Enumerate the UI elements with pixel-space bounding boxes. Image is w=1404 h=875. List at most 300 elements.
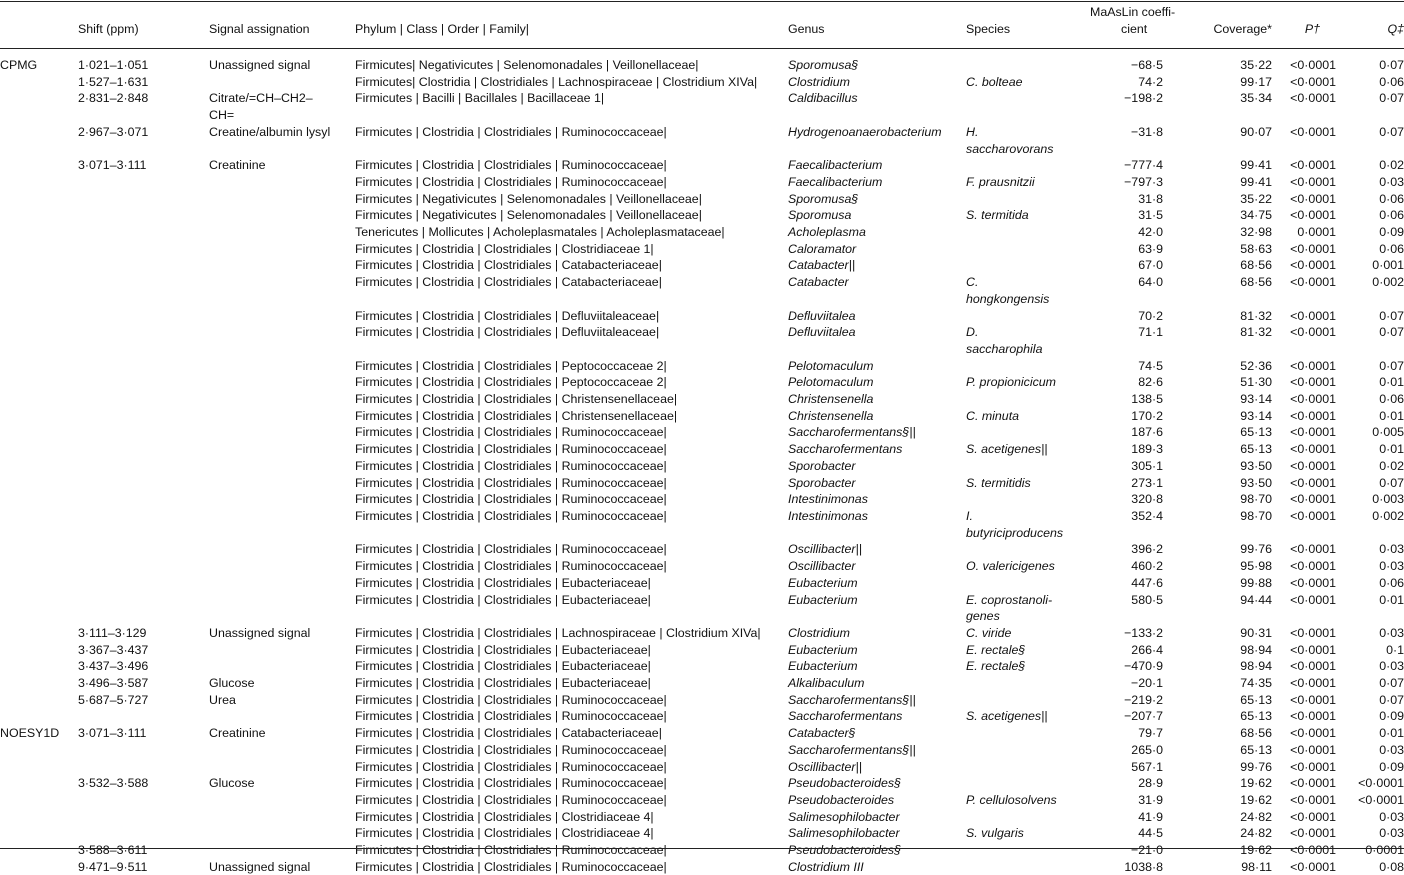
shift-cell	[78, 742, 209, 759]
coefficient-cell: 396·2	[1131, 542, 1163, 557]
species-cell: E. coprostanoli-genes	[966, 592, 1053, 624]
taxonomy-cell: Firmicutes | Clostridia | Clostridiales | Ruminococcaceae|	[355, 776, 667, 791]
coverage-cell: 32·98	[1240, 225, 1272, 240]
p-value-cell: <0·0001	[1290, 692, 1336, 707]
signal-cell	[209, 374, 355, 391]
method-cell	[0, 224, 78, 241]
coefficient-cell: −777·4	[1124, 158, 1163, 173]
genus-cell: Faecalibacterium	[788, 174, 883, 189]
coefficient-cell: 64·0	[1138, 275, 1163, 290]
shift-cell	[78, 491, 209, 508]
p-value-cell: 0·0001	[1297, 225, 1336, 240]
table-row	[0, 74, 1404, 91]
q-value-cell: 0·002	[1372, 508, 1404, 523]
table-row	[0, 157, 1404, 174]
coverage-cell: 93·50	[1240, 475, 1272, 490]
signal-cell	[209, 825, 355, 842]
shift-cell	[78, 391, 209, 408]
species-cell	[966, 742, 1086, 759]
coverage-cell: 65·13	[1240, 425, 1272, 440]
p-value-cell: <0·0001	[1290, 759, 1336, 774]
genus-cell: Pseudobacteroides	[788, 792, 895, 807]
shift-cell	[78, 575, 209, 592]
shift-cell	[78, 708, 209, 725]
signal-cell	[209, 541, 355, 558]
coefficient-cell: 31·9	[1138, 792, 1163, 807]
taxonomy-cell: Firmicutes | Clostridia | Clostridiales | Eubacteriaceae|	[355, 659, 651, 674]
q-value-cell: 0·03	[1379, 542, 1404, 557]
table-row	[0, 792, 1404, 809]
genus-cell: Pelotomaculum	[788, 375, 874, 390]
p-value-cell: <0·0001	[1290, 124, 1336, 139]
coverage-cell: 65·13	[1240, 442, 1272, 457]
species-cell	[966, 809, 1086, 826]
table-row	[0, 57, 1404, 74]
taxonomy-cell: Firmicutes | Clostridia | Clostridiales | Christensenellaceae|	[355, 392, 678, 407]
q-value-cell: 0·08	[1379, 859, 1404, 874]
p-value-cell: <0·0001	[1290, 275, 1336, 290]
p-value-cell: <0·0001	[1290, 492, 1336, 507]
signal-cell	[209, 408, 355, 425]
taxonomy-cell: Firmicutes | Bacilli | Bacillales | Bacillaceae 1|	[355, 91, 605, 106]
taxonomy-cell: Firmicutes | Clostridia | Clostridiales | Ruminococcaceae|	[355, 542, 667, 557]
taxonomy-cell: Firmicutes | Clostridia | Clostridiales | Eubacteriaceae|	[355, 592, 651, 607]
coefficient-cell: −31·8	[1130, 124, 1163, 139]
p-value-cell: <0·0001	[1290, 158, 1336, 173]
p-value-cell: <0·0001	[1290, 408, 1336, 423]
coefficient-cell: −797·3	[1124, 174, 1163, 189]
table-row	[0, 224, 1404, 241]
genus-cell: Sporomusa§	[788, 58, 859, 72]
coverage-cell: 90·31	[1240, 625, 1272, 640]
q-value-cell: 0·09	[1379, 759, 1404, 774]
signal-cell: Glucose	[209, 676, 255, 691]
signal-cell: Urea	[209, 692, 236, 707]
genus-cell: Catabacter§	[788, 726, 856, 741]
coefficient-cell: −21·0	[1130, 843, 1163, 858]
method-cell	[0, 391, 78, 408]
taxonomy-cell: Firmicutes | Clostridia | Clostridiales | Clostridiaceae 4|	[355, 809, 654, 824]
p-value-cell: <0·0001	[1290, 174, 1336, 189]
shift-cell	[78, 508, 209, 541]
genus-cell: Saccharofermentans	[788, 709, 903, 724]
method-cell	[0, 274, 78, 307]
shift-cell	[78, 374, 209, 391]
shift-cell: 3·111–3·129	[78, 625, 147, 640]
genus-cell: Sporomusa	[788, 208, 852, 223]
p-value-cell: <0·0001	[1290, 508, 1336, 523]
p-value-cell: <0·0001	[1290, 843, 1336, 858]
p-value-cell: <0·0001	[1290, 375, 1336, 390]
signal-cell	[209, 191, 355, 208]
table-row	[0, 625, 1404, 642]
top-rule	[0, 1, 1404, 2]
method-cell	[0, 257, 78, 274]
coefficient-cell: 352·4	[1131, 508, 1163, 523]
method-cell	[0, 859, 78, 875]
shift-cell	[78, 792, 209, 809]
p-value-cell: <0·0001	[1290, 442, 1336, 457]
q-value-cell: 0·03	[1379, 659, 1404, 674]
shift-cell: 3·437–3·496	[78, 659, 149, 674]
coverage-cell: 19·62	[1240, 776, 1272, 791]
taxonomy-cell: Firmicutes | Clostridia | Clostridiales | Ruminococcaceae|	[355, 709, 667, 724]
coverage-cell: 93·14	[1240, 392, 1272, 407]
table-row	[0, 575, 1404, 592]
coefficient-cell: 31·8	[1138, 191, 1163, 206]
q-value-cell: 0·0001	[1365, 843, 1404, 858]
p-value-cell: <0·0001	[1290, 575, 1336, 590]
coverage-cell: 24·82	[1240, 826, 1272, 841]
taxonomy-cell: Firmicutes | Clostridia | Clostridiales | Eubacteriaceae|	[355, 676, 651, 691]
genus-cell: Saccharofermentans	[788, 442, 903, 457]
genus-cell: Christensenella	[788, 392, 874, 407]
shift-cell	[78, 241, 209, 258]
coverage-cell: 51·30	[1240, 375, 1272, 390]
p-value-cell: <0·0001	[1290, 258, 1336, 273]
coverage-cell: 98·70	[1240, 508, 1272, 523]
q-value-cell: 0·001	[1372, 258, 1404, 273]
header-rule	[0, 48, 1404, 49]
q-value-cell: 0·07	[1379, 676, 1404, 691]
genus-cell: Pelotomaculum	[788, 358, 874, 373]
coefficient-cell: 41·9	[1138, 809, 1163, 824]
genus-cell: Christensenella	[788, 408, 874, 423]
method-cell	[0, 408, 78, 425]
shift-cell: 1·527–1·631	[78, 74, 149, 89]
q-value-cell: 0·005	[1372, 425, 1404, 440]
genus-cell: Pseudobacteroides§	[788, 843, 901, 858]
table-body	[0, 57, 1404, 875]
signal-cell	[209, 742, 355, 759]
taxonomy-cell: Firmicutes | Clostridia | Clostridiales | Clostridiaceae 1|	[355, 241, 654, 256]
signal-cell	[209, 441, 355, 458]
coverage-cell: 35·22	[1240, 191, 1272, 206]
shift-cell	[78, 475, 209, 492]
shift-cell: 3·532–3·588	[78, 776, 149, 791]
q-value-cell: 0·06	[1379, 208, 1404, 223]
signal-cell	[209, 257, 355, 274]
method-cell	[0, 491, 78, 508]
q-value-cell: 0·02	[1379, 458, 1404, 473]
table-row	[0, 825, 1404, 842]
taxonomy-cell: Firmicutes | Clostridia | Clostridiales | Ruminococcaceae|	[355, 475, 667, 490]
signal-cell	[209, 174, 355, 191]
species-cell	[966, 541, 1086, 558]
q-value-cell: 0·03	[1379, 809, 1404, 824]
species-cell	[966, 257, 1086, 274]
taxonomy-cell: Tenericutes | Mollicutes | Acholeplasmatales | Acholeplasmataceae|	[355, 225, 725, 240]
signal-cell	[209, 508, 355, 541]
species-cell	[966, 157, 1086, 174]
genus-cell: Salimesophilobacter	[788, 809, 900, 824]
q-value-cell: 0·09	[1379, 225, 1404, 240]
taxonomy-cell: Firmicutes | Clostridia | Clostridiales | Ruminococcaceae|	[355, 759, 667, 774]
signal-cell	[209, 458, 355, 475]
genus-cell: Alkalibaculum	[788, 676, 865, 691]
coverage-cell: 93·14	[1240, 408, 1272, 423]
p-value-cell: <0·0001	[1290, 659, 1336, 674]
coverage-cell: 58·63	[1240, 241, 1272, 256]
table-row	[0, 759, 1404, 776]
shift-cell	[78, 825, 209, 842]
coefficient-cell: 187·6	[1131, 425, 1163, 440]
coefficient-cell: 567·1	[1131, 759, 1163, 774]
p-value-cell: <0·0001	[1290, 809, 1336, 824]
species-cell	[966, 692, 1086, 709]
coefficient-cell: −198·2	[1124, 91, 1163, 106]
method-cell	[0, 508, 78, 541]
q-value-cell: 0·03	[1379, 826, 1404, 841]
genus-cell: Caldibacillus	[788, 91, 858, 106]
signal-cell	[209, 592, 355, 625]
species-cell	[966, 424, 1086, 441]
table-row	[0, 708, 1404, 725]
coverage-cell: 19·62	[1240, 792, 1272, 807]
q-value-cell: 0·07	[1379, 308, 1404, 323]
shift-cell	[78, 424, 209, 441]
taxonomy-cell: Firmicutes | Clostridia | Clostridiales | Peptococcaceae 2|	[355, 375, 667, 390]
genus-cell: Oscillibacter||	[788, 759, 862, 774]
coverage-cell: 95·98	[1240, 559, 1272, 574]
p-value-cell: <0·0001	[1290, 358, 1336, 373]
taxonomy-cell: Firmicutes| Negativicutes | Selenomonadales | Veillonellaceae|	[355, 58, 699, 72]
coverage-cell: 68·56	[1240, 258, 1272, 273]
method-cell	[0, 625, 78, 642]
method-cell	[0, 792, 78, 809]
table-row	[0, 775, 1404, 792]
p-value-cell: <0·0001	[1290, 726, 1336, 741]
coefficient-cell: 189·3	[1131, 442, 1163, 457]
q-value-cell: 0·01	[1379, 375, 1404, 390]
coverage-cell: 90·07	[1240, 124, 1272, 139]
method-cell	[0, 742, 78, 759]
header-maaslin-line1: MaAsLin coeffi-	[1090, 5, 1176, 19]
method-cell	[0, 675, 78, 692]
signal-cell	[209, 642, 355, 659]
header-maaslin-line2: cient	[1121, 21, 1148, 36]
table-row	[0, 475, 1404, 492]
p-value-cell: <0·0001	[1290, 208, 1336, 223]
shift-cell	[78, 224, 209, 241]
coefficient-cell: 31·5	[1138, 208, 1163, 223]
p-value-cell: <0·0001	[1290, 475, 1336, 490]
taxonomy-cell: Firmicutes | Clostridia | Clostridiales | Catabacteriaceae|	[355, 726, 662, 741]
q-value-cell: 0·07	[1379, 58, 1404, 72]
species-cell: I. butyriciproducens	[966, 508, 1064, 540]
coverage-cell: 68·56	[1240, 726, 1272, 741]
q-value-cell: 0·002	[1372, 275, 1404, 290]
signal-cell	[209, 391, 355, 408]
q-value-cell: 0·01	[1379, 592, 1404, 607]
species-cell: C. hongkongensis	[966, 275, 1050, 306]
species-cell	[966, 759, 1086, 776]
genus-cell: Saccharofermentans§||	[788, 425, 916, 440]
q-value-cell: <0·0001	[1358, 792, 1404, 807]
species-cell	[966, 391, 1086, 408]
taxonomy-cell: Firmicutes | Clostridia | Clostridiales | Ruminococcaceae|	[355, 442, 667, 457]
table-row	[0, 257, 1404, 274]
table-row	[0, 324, 1404, 357]
genus-cell: Intestinimonas	[788, 492, 868, 507]
signal-cell	[209, 809, 355, 826]
method-cell	[0, 592, 78, 625]
taxonomy-cell: Firmicutes | Clostridia | Clostridiales | Defluviitaleaceae|	[355, 308, 660, 323]
genus-cell: Defluviitalea	[788, 308, 856, 323]
coverage-cell: 81·32	[1240, 325, 1272, 340]
method-cell	[0, 324, 78, 357]
p-value-cell: <0·0001	[1290, 425, 1336, 440]
table-row	[0, 241, 1404, 258]
coverage-cell: 24·82	[1240, 809, 1272, 824]
genus-cell: Catabacter	[788, 275, 849, 290]
table-row	[0, 424, 1404, 441]
table-row	[0, 658, 1404, 675]
header-taxonomy: Phylum | Class | Order | Family|	[355, 21, 529, 36]
shift-cell: 1·021–1·051	[78, 58, 149, 72]
coefficient-cell: −470·9	[1124, 659, 1163, 674]
coverage-cell: 98·94	[1240, 659, 1272, 674]
method-cell	[0, 541, 78, 558]
species-cell: S. termitida	[966, 208, 1029, 223]
signal-cell	[209, 491, 355, 508]
method-cell	[0, 458, 78, 475]
coverage-cell: 99·17	[1240, 74, 1272, 89]
header-genus: Genus	[788, 21, 825, 36]
shift-cell	[78, 191, 209, 208]
table-row	[0, 842, 1404, 859]
coverage-cell: 34·75	[1240, 208, 1272, 223]
method-cell	[0, 358, 78, 375]
species-cell: E. rectale§	[966, 659, 1026, 674]
p-value-cell: <0·0001	[1290, 676, 1336, 691]
shift-cell	[78, 458, 209, 475]
species-cell: P. propionicicum	[966, 375, 1056, 390]
method-cell	[0, 241, 78, 258]
coverage-cell: 68·56	[1240, 275, 1272, 290]
species-cell: C. minuta	[966, 408, 1020, 423]
table-row	[0, 191, 1404, 208]
genus-cell: Pseudobacteroides§	[788, 776, 901, 791]
q-value-cell: 0·06	[1379, 575, 1404, 590]
coverage-cell: 99·88	[1240, 575, 1272, 590]
table-row	[0, 541, 1404, 558]
table-row	[0, 408, 1404, 425]
coefficient-cell: −20·1	[1130, 676, 1163, 691]
p-value-cell: <0·0001	[1290, 91, 1336, 106]
method-cell	[0, 759, 78, 776]
q-value-cell: 0·03	[1379, 174, 1404, 189]
p-value-cell: <0·0001	[1290, 792, 1336, 807]
shift-cell	[78, 358, 209, 375]
genus-cell: Oscillibacter	[788, 559, 856, 574]
signal-cell: Creatinine	[209, 726, 266, 741]
coefficient-cell: 63·9	[1138, 241, 1163, 256]
table-row	[0, 725, 1404, 742]
method-cell	[0, 374, 78, 391]
table-row	[0, 391, 1404, 408]
genus-cell: Sporobacter	[788, 458, 856, 473]
coverage-cell: 99·41	[1240, 158, 1272, 173]
q-value-cell: 0·1	[1386, 642, 1404, 657]
species-cell: S. termitidis	[966, 475, 1031, 490]
q-value-cell: 0·07	[1379, 124, 1404, 139]
shift-cell	[78, 441, 209, 458]
p-value-cell: <0·0001	[1290, 74, 1336, 89]
signal-cell: Unassigned signal	[209, 859, 311, 874]
taxonomy-cell: Firmicutes | Clostridia | Clostridiales | Ruminococcaceae|	[355, 742, 667, 757]
q-value-cell: 0·07	[1379, 358, 1404, 373]
coefficient-cell: 82·6	[1138, 375, 1163, 390]
species-cell	[966, 308, 1086, 325]
shift-cell	[78, 558, 209, 575]
signal-cell: Unassigned signal	[209, 625, 311, 640]
coefficient-cell: 71·1	[1138, 325, 1163, 340]
coverage-cell: 98·11	[1241, 859, 1272, 874]
method-cell	[0, 207, 78, 224]
species-cell	[966, 859, 1086, 875]
signal-cell	[209, 424, 355, 441]
shift-cell: 3·071–3·111	[78, 158, 147, 173]
table-row	[0, 859, 1404, 875]
taxonomy-cell: Firmicutes | Clostridia | Clostridiales | Clostridiaceae 4|	[355, 826, 654, 841]
table-header	[0, 4, 1404, 37]
species-cell	[966, 90, 1086, 123]
shift-cell	[78, 541, 209, 558]
species-cell: S. acetigenes||	[966, 709, 1048, 724]
q-value-cell: 0·03	[1379, 625, 1404, 640]
species-cell	[966, 842, 1086, 859]
table-row	[0, 358, 1404, 375]
header-p: P†	[1304, 21, 1320, 36]
p-value-cell: <0·0001	[1290, 325, 1336, 340]
q-value-cell: 0·07	[1379, 692, 1404, 707]
coverage-cell: 99·76	[1240, 542, 1272, 557]
signal-cell: Citrate/=CH–CH2–CH=	[209, 91, 313, 123]
coefficient-cell: 138·5	[1131, 392, 1163, 407]
coverage-cell: 81·32	[1240, 308, 1272, 323]
table-row	[0, 207, 1404, 224]
p-value-cell: <0·0001	[1290, 826, 1336, 841]
method-cell	[0, 775, 78, 792]
species-cell	[966, 57, 1086, 74]
method-cell	[0, 74, 78, 91]
genus-cell: Eubacterium	[788, 642, 858, 657]
table-row	[0, 642, 1404, 659]
species-cell	[966, 241, 1086, 258]
q-value-cell: 0·09	[1379, 709, 1404, 724]
species-cell: O. valericigenes	[966, 559, 1055, 574]
signal-cell	[209, 708, 355, 725]
coefficient-cell: 305·1	[1131, 458, 1163, 473]
q-value-cell: 0·01	[1379, 726, 1404, 741]
q-value-cell: 0·03	[1379, 559, 1404, 574]
taxonomy-cell: Firmicutes | Clostridia | Clostridiales | Eubacteriaceae|	[355, 642, 651, 657]
p-value-cell: <0·0001	[1290, 859, 1336, 874]
signal-cell	[209, 792, 355, 809]
taxonomy-cell: Firmicutes | Clostridia | Clostridiales | Ruminococcaceae|	[355, 124, 667, 139]
coefficient-cell: 273·1	[1131, 475, 1163, 490]
table-row	[0, 491, 1404, 508]
shift-cell: 2·967–3·071	[78, 124, 149, 139]
coefficient-cell: −219·2	[1124, 692, 1163, 707]
header-coverage: Coverage*	[1213, 21, 1272, 36]
method-cell	[0, 642, 78, 659]
shift-cell	[78, 809, 209, 826]
genus-cell: Eubacterium	[788, 575, 858, 590]
q-value-cell: 0·02	[1379, 158, 1404, 173]
taxonomy-cell: Firmicutes | Clostridia | Clostridiales | Catabacteriaceae|	[355, 258, 662, 273]
